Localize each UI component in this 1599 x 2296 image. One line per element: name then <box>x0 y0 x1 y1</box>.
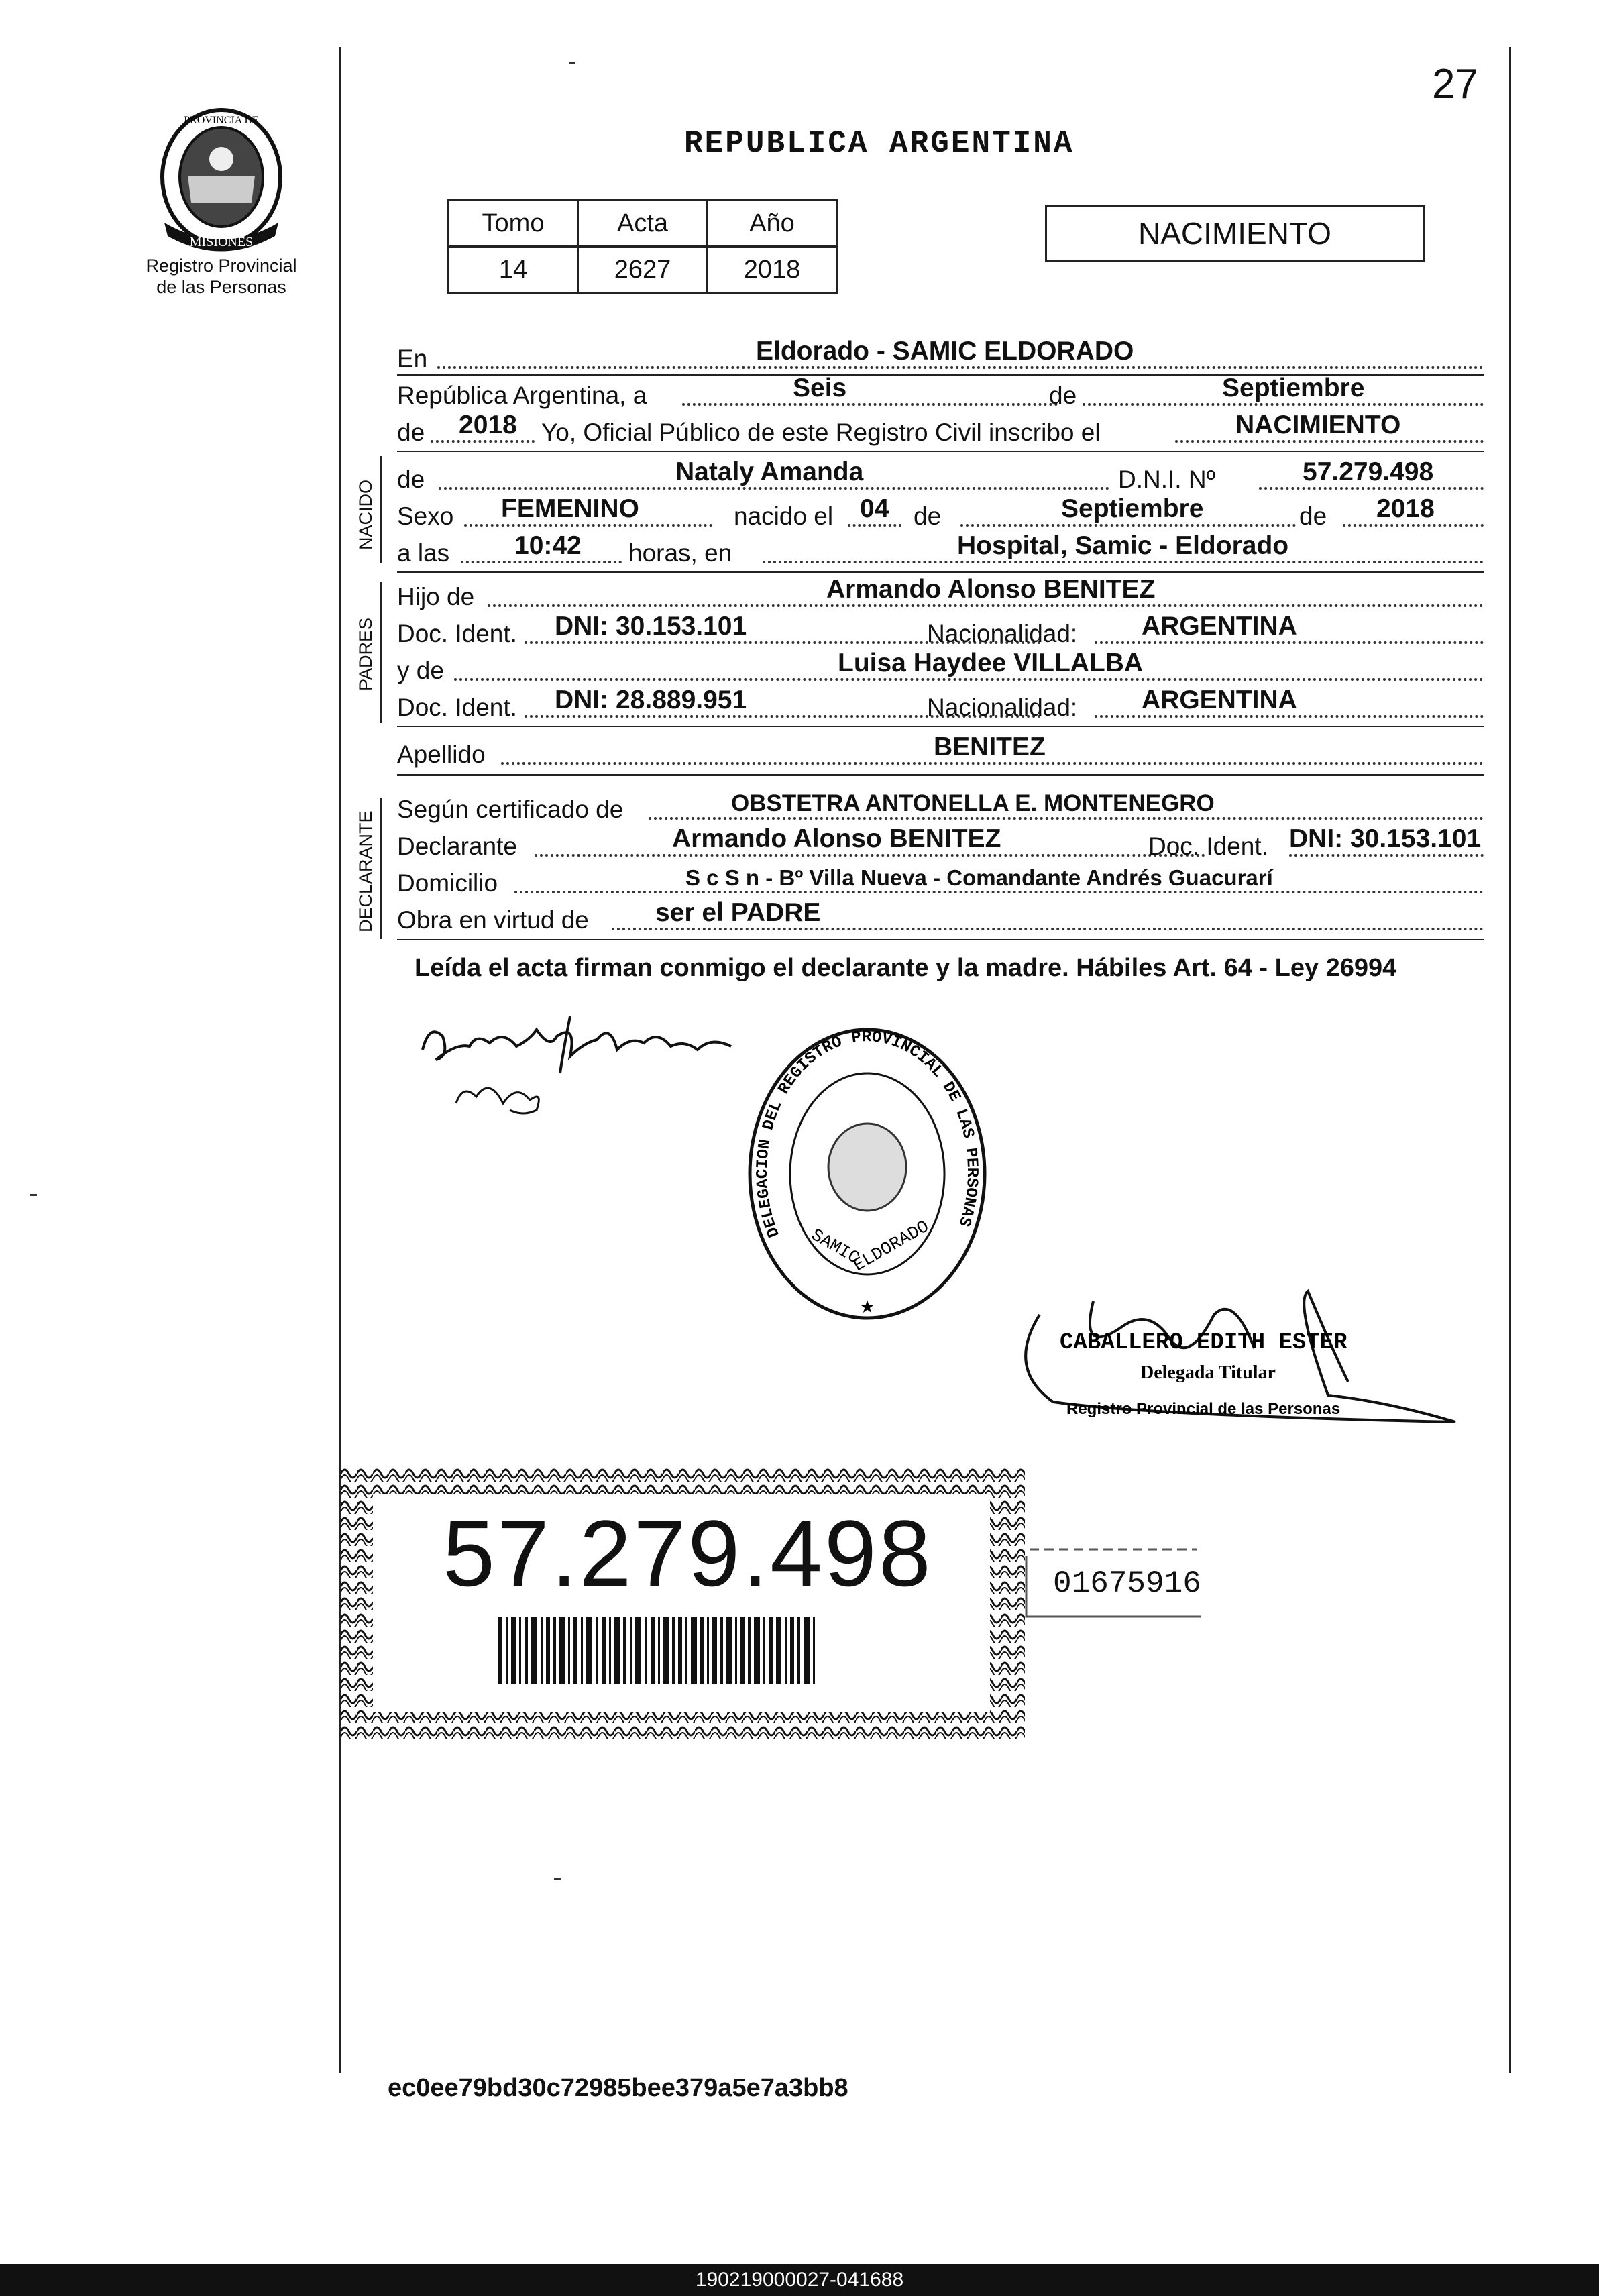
serial-number: 01675916 <box>1053 1566 1201 1601</box>
official-org: Registro Provincial de las Personas <box>1066 1400 1341 1418</box>
svg-text:SAMIC: SAMIC <box>808 1224 863 1268</box>
value-cert: OBSTETRA ANTONELLA E. MONTENEGRO <box>731 790 1215 816</box>
separator <box>397 774 1484 776</box>
margin-tick <box>30 1194 37 1196</box>
margin-tick <box>569 62 575 64</box>
value-mother-doc: DNI: 28.889.951 <box>555 686 747 714</box>
row-father <box>397 575 1484 614</box>
label-sexo: Sexo <box>397 502 454 530</box>
margin-tick <box>554 1878 561 1880</box>
value-child-name: Nataly Amanda <box>675 457 864 486</box>
value-apellido: BENITEZ <box>934 732 1046 761</box>
label-nat-mother: Nacionalidad: <box>927 694 1078 721</box>
label-de: de <box>1049 382 1077 409</box>
official-signature <box>1013 1288 1469 1435</box>
value-obra: ser el PADRE <box>655 898 821 927</box>
value-father-name: Armando Alonso BENITEZ <box>826 575 1156 604</box>
row-declarante <box>397 824 1484 863</box>
separator <box>397 726 1484 727</box>
table-value-anio: 2018 <box>708 247 837 293</box>
label-doc-declarante: Doc. Ident. <box>1148 832 1268 860</box>
section-label-padres: PADRES <box>355 617 376 691</box>
value-father-doc: DNI: 30.153.101 <box>555 612 747 641</box>
table-header-acta: Acta <box>578 201 708 247</box>
table-value-acta: 2627 <box>578 247 708 293</box>
nacido-bar <box>380 456 382 563</box>
value-place: Hospital, Samic - Eldorado <box>957 531 1289 560</box>
svg-text:PROVINCIA DE: PROVINCIA DE <box>184 115 259 126</box>
label-obra: Obra en virtud de <box>397 906 589 934</box>
value-father-nat: ARGENTINA <box>1142 612 1297 641</box>
value-day: Seis <box>793 374 847 402</box>
row-date <box>397 374 1484 413</box>
value-declarante: Armando Alonso BENITEZ <box>672 824 1001 853</box>
label-de-name: de <box>397 466 425 493</box>
tomo-acta-table <box>447 199 838 294</box>
declarante-bar <box>380 798 382 939</box>
row-domicilio <box>397 867 1484 900</box>
label-republica: República Argentina, a <box>397 382 647 409</box>
value-inscribe: NACIMIENTO <box>1235 411 1401 439</box>
label-de-birth-year: de <box>1299 502 1327 530</box>
svg-text:MISIONES: MISIONES <box>189 235 254 250</box>
footer-code-bar <box>0 2264 1599 2296</box>
row-nacido-hour <box>397 531 1484 570</box>
table-header-tomo: Tomo <box>449 201 578 247</box>
section-label-declarante: DECLARANTE <box>355 810 376 932</box>
row-mother-doc <box>397 686 1484 724</box>
province-seal-logo <box>151 102 292 253</box>
declarant-signature <box>416 1009 765 1137</box>
label-nat-father: Nacionalidad: <box>927 620 1078 647</box>
label-a-las: a las <box>397 539 450 567</box>
value-birth-year: 2018 <box>1376 494 1435 523</box>
document-title: REPUBLICA ARGENTINA <box>684 126 1074 161</box>
section-label-nacido: NACIDO <box>355 479 376 550</box>
registry-stamp <box>743 1023 991 1325</box>
label-declarante: Declarante <box>397 832 517 860</box>
left-margin-line <box>339 47 341 2073</box>
footer-code: 190219000027-041688 <box>695 2268 904 2291</box>
document-hash: ec0ee79bd30c72985bee379a5e7a3bb8 <box>388 2074 848 2102</box>
svg-text:ELDORADO: ELDORADO <box>850 1216 933 1276</box>
svg-text:DELEGACION DEL REGISTRO PROVIN: DELEGACION DEL REGISTRO PROVINCIAL DE LAS PERSONAS <box>753 1028 981 1240</box>
official-role: Delegada Titular <box>1140 1362 1276 1383</box>
value-domicilio: S c S n - Bº Villa Nueva - Comandante Andrés Guacurarí <box>685 865 1273 890</box>
dni-label-number: 57.279.498 <box>443 1500 933 1606</box>
row-nacido-sex <box>397 494 1484 533</box>
value-birth-month: Septiembre <box>1061 494 1204 523</box>
label-domicilio: Domicilio <box>397 869 498 897</box>
row-obra <box>397 898 1484 937</box>
row-father-doc <box>397 612 1484 651</box>
page-number: 27 <box>1432 61 1478 107</box>
officer-text: Yo, Oficial Público de este Registro Civil inscribo el <box>541 419 1101 446</box>
logo-caption-line1: Registro Provincial <box>146 256 297 276</box>
svg-text:★: ★ <box>859 1297 875 1317</box>
value-hour: 10:42 <box>514 531 582 560</box>
row-mother <box>397 649 1484 688</box>
label-doc-mother: Doc. Ident. <box>397 694 517 721</box>
label-apellido: Apellido <box>397 741 486 768</box>
label-de-month: de <box>914 502 942 530</box>
value-mother-nat: ARGENTINA <box>1142 686 1297 714</box>
separator <box>397 571 1484 573</box>
label-en: En <box>397 345 428 372</box>
value-birth-day: 04 <box>860 494 889 523</box>
label-doc-father: Doc. Ident. <box>397 620 517 647</box>
label-y-de: y de <box>397 657 444 684</box>
row-en <box>397 337 1484 376</box>
table-value-tomo: 14 <box>449 247 578 293</box>
value-mother-name: Luisa Haydee VILLALBA <box>838 649 1144 677</box>
value-sexo: FEMENINO <box>501 494 639 523</box>
row-apellido <box>397 732 1484 771</box>
official-name: CABALLERO EDITH ESTER <box>1060 1330 1347 1356</box>
row-cert <box>397 790 1484 826</box>
legal-text: Leída el acta firman conmigo el declarante y la madre. Hábiles Art. 64 - Ley 26994 <box>415 954 1397 982</box>
logo-caption-line2: de las Personas <box>156 277 286 297</box>
label-cert: Según certificado de <box>397 796 624 823</box>
logo-caption <box>127 255 315 298</box>
value-year: 2018 <box>459 411 517 439</box>
separator <box>397 939 1484 940</box>
separator <box>397 451 1484 452</box>
act-type-box: NACIMIENTO <box>1045 205 1425 262</box>
label-dni: D.N.I. Nº <box>1118 466 1216 493</box>
value-declarante-doc: DNI: 30.153.101 <box>1289 824 1482 853</box>
label-horas-en: horas, en <box>628 539 732 567</box>
value-en: Eldorado - SAMIC ELDORADO <box>756 337 1134 366</box>
value-dni: 57.279.498 <box>1303 457 1434 486</box>
label-de-year: de <box>397 419 425 446</box>
padres-bar <box>380 582 382 723</box>
label-hijo-de: Hijo de <box>397 583 475 610</box>
right-margin-line <box>1509 47 1511 2073</box>
value-month: Septiembre <box>1222 374 1365 402</box>
label-nacido-el: nacido el <box>734 502 834 530</box>
table-header-anio: Año <box>708 201 837 247</box>
row-nacido-name <box>397 457 1484 496</box>
row-officer <box>397 411 1484 449</box>
